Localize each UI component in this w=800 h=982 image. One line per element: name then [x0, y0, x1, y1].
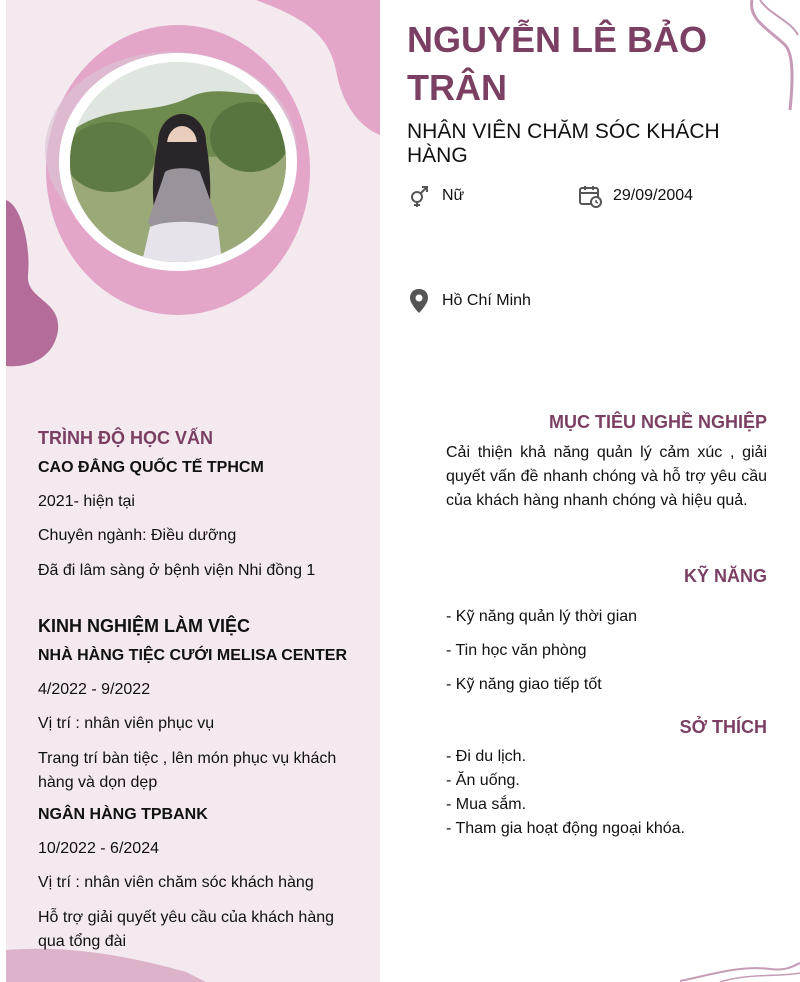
location-value: Hồ Chí Minh [442, 292, 531, 309]
hobby-item: - Mua sắm. [446, 796, 527, 813]
avatar [70, 62, 286, 262]
birthday-value: 29/09/2004 [613, 187, 694, 204]
bottom-swirl-decoration [680, 955, 800, 982]
experience-description: Trang trí bàn tiệc , lên món phục vụ khách hàng và dọn dẹp [38, 750, 337, 791]
hobbies-heading: SỞ THÍCH [679, 717, 767, 737]
skill-item: - Tin học văn phòng [446, 642, 587, 659]
hobby-item: - Tham gia hoạt động ngoại khóa. [446, 820, 685, 837]
corner-swirl-decoration [740, 0, 800, 120]
birthday-info [577, 183, 693, 209]
education-heading: TRÌNH ĐỘ HỌC VẤN [38, 428, 213, 448]
hobby-item: - Đi du lịch. [446, 748, 527, 765]
experience-position: Vị trí : nhân viên chăm sóc khách hàng [38, 874, 314, 891]
experience-period: 10/2022 - 6/2024 [38, 840, 159, 857]
skill-item: - Kỹ năng quản lý thời gian [446, 608, 638, 625]
objective-text: Cải thiện khả năng quản lý cảm xúc , giải quyết vấn đề nhanh chóng và hỗ trợ yêu cầu của khách hàng nhanh chóng và hiệu quả. [446, 444, 767, 509]
experience-position: Vị trí : nhân viên phục vụ [38, 715, 215, 732]
map-pin-icon [406, 288, 432, 314]
skill-item: - Kỹ năng giao tiếp tốt [446, 676, 602, 693]
education-period: 2021- hiện tại [38, 493, 135, 510]
gender-info [406, 183, 464, 209]
location-info [406, 288, 531, 314]
education-note: Đã đi lâm sàng ở bệnh viện Nhi đồng 1 [38, 562, 316, 579]
experience-heading: KINH NGHIỆM LÀM VIỆC [38, 616, 251, 636]
gender-value: Nữ [442, 187, 465, 204]
calendar-icon [577, 183, 603, 209]
experience-period: 4/2022 - 9/2022 [38, 681, 151, 698]
education-major: Chuyên ngành: Điều dưỡng [38, 527, 237, 544]
skills-heading: KỸ NĂNG [683, 566, 767, 586]
job-title: NHÂN VIÊN CHĂM SÓC KHÁCH HÀNG [407, 120, 720, 167]
candidate-name: NGUYỄN LÊ BẢO TRÂN [407, 19, 708, 108]
education-school: CAO ĐẲNG QUỐC TẾ TPHCM [38, 459, 264, 476]
experience-company: NGÂN HÀNG TPBANK [38, 806, 208, 823]
objective-heading: MỤC TIÊU NGHỀ NGHIỆP [548, 412, 767, 432]
hobby-item: - Ăn uống. [446, 772, 520, 789]
experience-company: NHÀ HÀNG TIỆC CƯỚI MELISA CENTER [38, 647, 347, 664]
gender-icon [406, 183, 432, 209]
experience-description: Hỗ trợ giải quyết yêu cầu của khách hàng qua tổng đài [38, 909, 335, 950]
